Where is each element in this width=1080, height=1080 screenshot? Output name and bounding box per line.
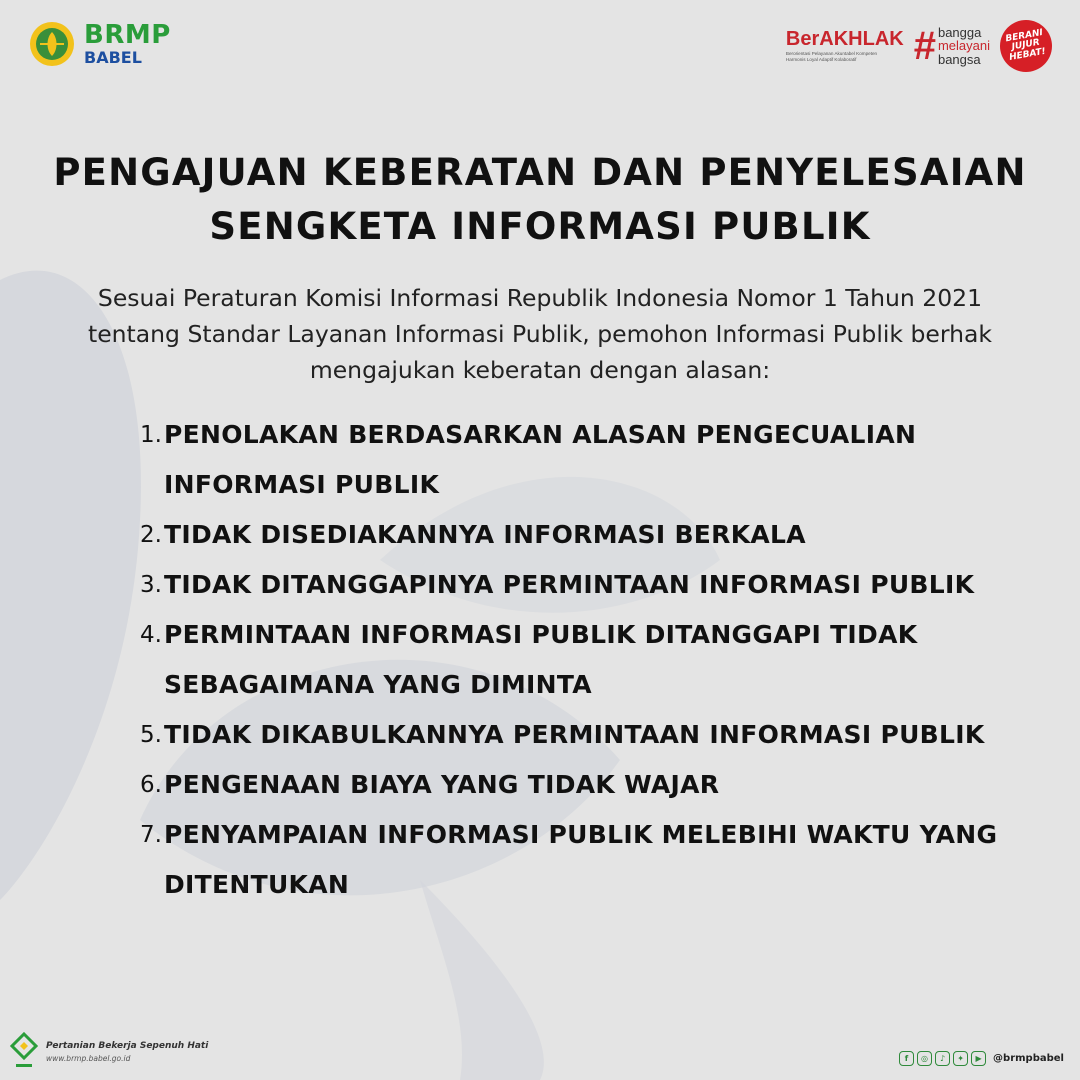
list-item-number: 2. [140, 522, 162, 548]
list-item-text: PERMINTAAN INFORMASI PUBLIK DITANGGAPI TIDAK SEBAGAIMANA YANG DIMINTA [164, 620, 918, 699]
kementan-emblem-icon [28, 20, 76, 68]
list-item [120, 410, 1020, 510]
list-item-number: 1. [140, 422, 162, 448]
list-item-text: TIDAK DITANGGAPINYA PERMINTAAN INFORMASI PUBLIK [164, 570, 975, 599]
ministry-emblem-icon [10, 1032, 38, 1072]
list-item [120, 560, 1020, 610]
list-item-text: PENOLAKAN BERDASARKAN ALASAN PENGECUALIAN INFORMASI PUBLIK [164, 420, 917, 499]
berakhlak-tagline: Berorientasi Pelayanan Akuntabel Kompeten Harmonis Loyal Adaptif Kolaboratif [785, 51, 878, 62]
list-item-number: 7. [140, 822, 162, 848]
list-item-text: TIDAK DIKABULKANNYA PERMINTAAN INFORMASI PUBLIK [164, 720, 985, 749]
list-item [120, 810, 1020, 910]
social-handle[interactable]: @brmpbabel [993, 1053, 1064, 1064]
bangga-word-3: bangsa [937, 51, 981, 67]
brmp-babel-logo [28, 20, 171, 68]
berani-text: BERANI JUJUR HEBAT! [1004, 27, 1047, 63]
facebook-icon[interactable]: f [899, 1051, 914, 1066]
berakhlak-word: BerAKHLAK [785, 28, 904, 51]
list-item-number: 6. [140, 772, 162, 798]
berakhlak-logo [786, 29, 904, 62]
tiktok-icon[interactable]: ♪ [935, 1051, 950, 1066]
header-logos [786, 20, 1052, 72]
instagram-icon[interactable]: ◎ [917, 1051, 932, 1066]
footer-branding [10, 1032, 208, 1072]
list-item-text: PENGENAAN BIAYA YANG TIDAK WAJAR [164, 770, 720, 799]
twitter-icon[interactable]: ✦ [953, 1051, 968, 1066]
youtube-icon[interactable]: ▶ [971, 1051, 986, 1066]
bangga-hash: # [913, 23, 936, 68]
brand-name: BRMP [84, 20, 171, 50]
list-item-text: TIDAK DISEDIAKANNYA INFORMASI BERKALA [164, 520, 806, 549]
bangga-word-2: melayani [937, 38, 990, 54]
bangga-melayani-logo [913, 23, 990, 68]
social-links [899, 1051, 1064, 1066]
list-item [120, 710, 1020, 760]
footer-slogan: Pertanian Bekerja Sepenuh Hati [46, 1041, 209, 1051]
footer-url[interactable]: www.brmp.babel.go.id [46, 1054, 131, 1063]
intro-paragraph: Sesuai Peraturan Komisi Informasi Republik Indonesia Nomor 1 Tahun 2021 tentang Standar Layanan Informasi Publik, pemohon Informasi Publik berhak mengajukan keberatan dengan alasan: [87, 284, 992, 384]
list-item-text: PENYAMPAIAN INFORMASI PUBLIK MELEBIHI WAKTU YANG DITENTUKAN [164, 820, 998, 899]
bangga-word-1: bangga [937, 24, 982, 40]
berani-jujur-hebat-badge [996, 16, 1056, 76]
list-item-number: 3. [140, 572, 162, 598]
list-item [120, 760, 1020, 810]
list-item [120, 510, 1020, 560]
list-item-number: 5. [140, 722, 162, 748]
page-title: PENGAJUAN KEBERATAN DAN PENYELESAIAN SENGKETA INFORMASI PUBLIK [53, 151, 1027, 248]
brand-sub: BABEL [84, 48, 142, 67]
list-item [120, 610, 1020, 710]
list-item-number: 4. [140, 622, 162, 648]
reasons-list [120, 410, 1020, 910]
